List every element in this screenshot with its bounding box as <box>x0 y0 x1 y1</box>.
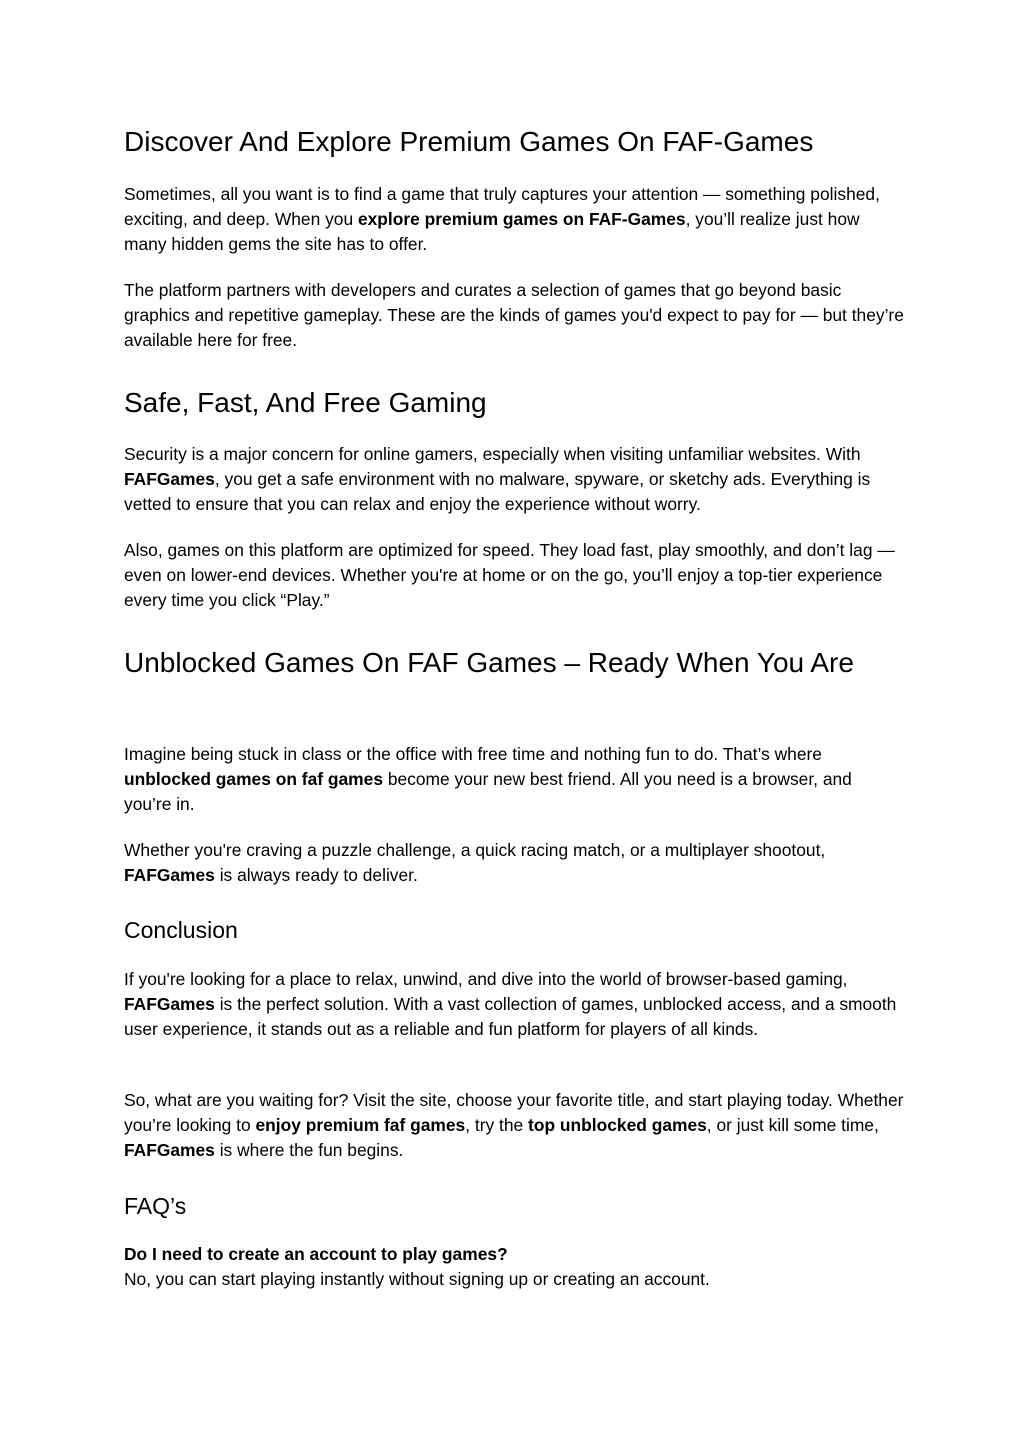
bold-phrase-explore-premium-games: explore premium games on FAF-Games <box>357 209 686 229</box>
paragraph-stuck-in-class <box>124 742 904 817</box>
text-run: , you’ll realize just how many hidden gems the site has to offer. <box>124 209 860 254</box>
heading-faqs: FAQ’s <box>124 1193 187 1219</box>
bold-phrase-fafgames: FAFGames <box>124 865 215 885</box>
paragraph-speed: Also, games on this platform are optimized for speed. They load fast, play smoothly, and don’t lag — even on lower-end devices. Whether you're at home or on the go, you’ll enjoy a top-tier experience every time you click “Play.” <box>124 540 895 610</box>
paragraph-discover-intro <box>124 182 904 257</box>
bold-phrase-fafgames: FAFGames <box>124 1140 215 1160</box>
paragraph-conclusion-relax <box>124 967 904 1042</box>
text-run: , you get a safe environment with no malware, spyware, or sketchy ads. Everything is vetted to ensure that you can relax and enjoy the experience without worry. <box>124 469 871 514</box>
text-run: is where the fun begins. <box>214 1140 404 1160</box>
text-run: Security is a major concern for online gamers, especially when visiting unfamiliar websites. With <box>124 444 861 464</box>
text-run: Whether you're craving a puzzle challenge, a quick racing match, or a multiplayer shootout, <box>124 840 826 860</box>
faq-item <box>124 1242 904 1292</box>
text-run: So, what are you waiting for? Visit the site, choose your favorite title, and start playing today. Whether you’re looking to <box>124 1090 904 1135</box>
faq-answer: No, you can start playing instantly without signing up or creating an account. <box>124 1269 710 1289</box>
heading-discover-premium-games: Discover And Explore Premium Games On FAF-Games <box>124 126 814 157</box>
text-run: , or just kill some time, <box>706 1115 879 1135</box>
bold-phrase-fafgames: FAFGames <box>124 469 215 489</box>
paragraph-security <box>124 442 904 517</box>
paragraph-platform-partners: The platform partners with developers and curates a selection of games that go beyond basic graphics and repetitive gameplay. These are the kinds of games you'd expect to pay for — but they’re available here for free. <box>124 280 904 350</box>
bold-phrase-top-unblocked-games: top unblocked games <box>528 1115 707 1135</box>
bold-phrase-enjoy-premium-faf-games: enjoy premium faf games <box>255 1115 466 1135</box>
text-run: is always ready to deliver. <box>214 865 418 885</box>
text-run: If you're looking for a place to relax, unwind, and dive into the world of browser-based gaming, <box>124 969 848 989</box>
text-run: Sometimes, all you want is to find a game that truly captures your attention — something polished, exciting, and deep. When you <box>124 184 880 229</box>
text-run: is the perfect solution. With a vast collection of games, unblocked access, and a smooth user experience, it stands out as a reliable and fun platform for players of all kinds. <box>124 994 897 1039</box>
bold-phrase-unblocked-games-on-faf-games: unblocked games on faf games <box>124 769 383 789</box>
heading-conclusion: Conclusion <box>124 917 238 943</box>
faq-question: Do I need to create an account to play games? <box>124 1244 508 1264</box>
heading-unblocked-games: Unblocked Games On FAF Games – Ready When You Are <box>124 647 854 678</box>
bold-phrase-fafgames: FAFGames <box>124 994 215 1014</box>
text-run: Imagine being stuck in class or the office with free time and nothing fun to do. That’s where <box>124 744 822 764</box>
text-run: become your new best friend. All you need is a browser, and you’re in. <box>124 769 852 814</box>
text-run: , try the <box>465 1115 529 1135</box>
paragraph-what-are-you-waiting-for <box>124 1088 904 1163</box>
heading-safe-fast-free: Safe, Fast, And Free Gaming <box>124 387 487 418</box>
paragraph-craving <box>124 838 904 888</box>
